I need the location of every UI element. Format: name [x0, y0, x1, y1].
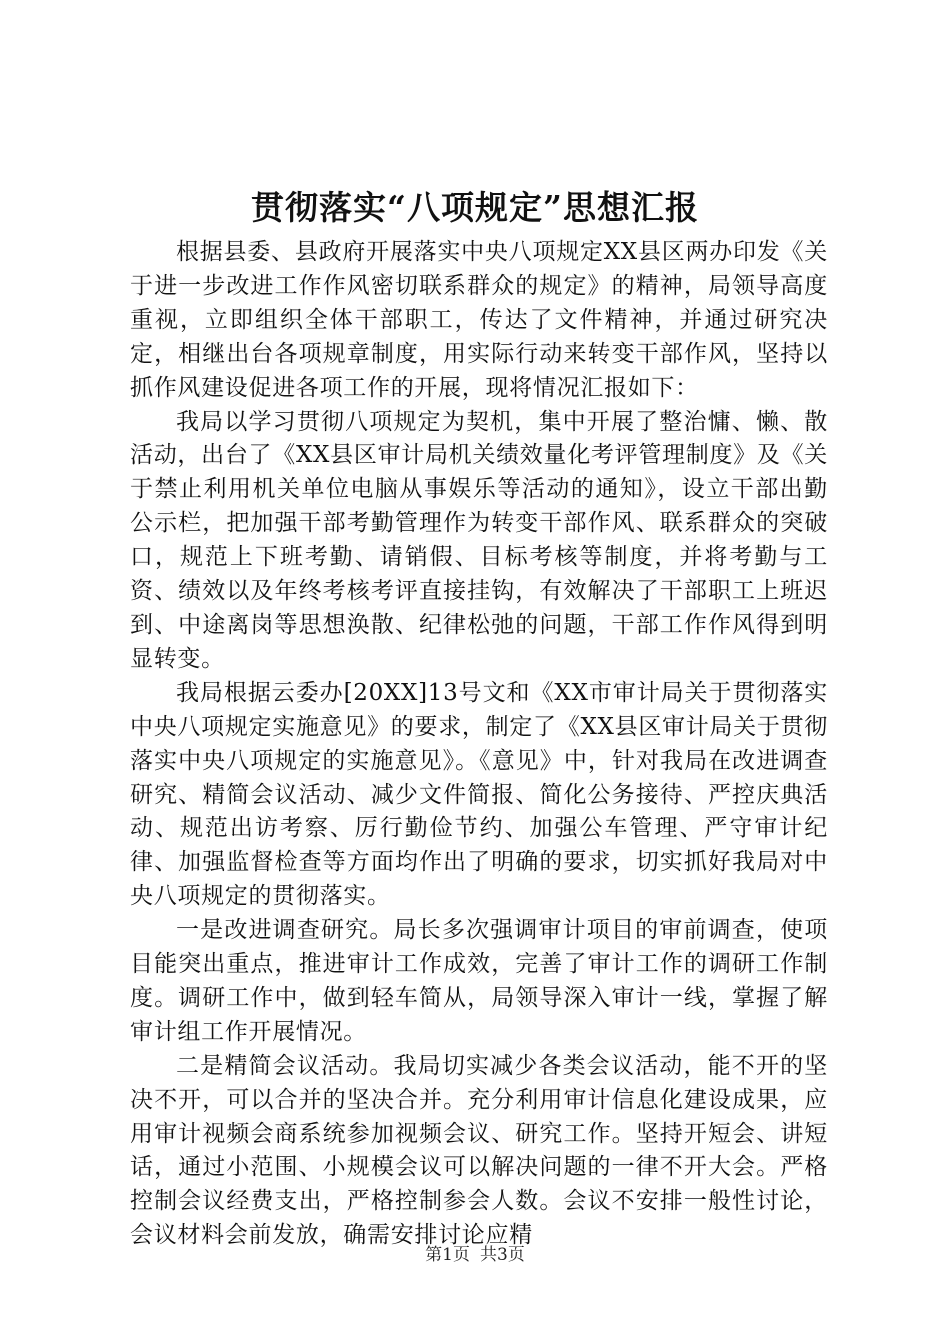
page-number: 第1页	[425, 1245, 470, 1265]
page-total: 共3页	[480, 1245, 525, 1265]
paragraph: 一是改进调查研究。局长多次强调审计项目的审前调查，使项目能突出重点，推进审计工作成效，完善了审计工作的调研工作制度。调研工作中，做到轻车简从，局领导深入审计一线，掌握了解审计组工作开展情况。	[130, 917, 828, 1045]
page-footer	[0, 1243, 950, 1267]
document-body	[130, 236, 828, 1253]
paragraph: 我局以学习贯彻八项规定为契机，集中开展了整治慵、懒、散活动，出台了《XX县区审计局机关绩效量化考评管理制度》及《关于禁止利用机关单位电脑从事娱乐等活动的通知》，设立干部出勤公示栏，把加强干部考勤管理作为转变干部作风、联系群众的突破口，规范上下班考勤、请销假、目标考核等制度，并将考勤与工资、绩效以及年终考核考评直接挂钩，有效解决了干部职工上班迟到、中途离岗等思想涣散、纪律松弛的问题，干部工作作风得到明显转变。	[130, 408, 828, 672]
paragraph: 我局根据云委办[20XX]13号文和《XX市审计局关于贯彻落实中央八项规定实施意见》的要求，制定了《XX县区审计局关于贯彻落实中央八项规定的实施意见》。《意见》中，针对我局在改进调查研究、精简会议活动、减少文件简报、简化公务接待、严控庆典活动、规范出访考察、厉行勤俭节约、加强公车管理、严守审计纪律、加强监督检查等方面均作出了明确的要求，切实抓好我局对中央八项规定的贯彻落实。	[130, 679, 828, 910]
paragraph: 根据县委、县政府开展落实中央八项规定XX县区两办印发《关于进一步改进工作作风密切联系群众的规定》的精神，局领导高度重视，立即组织全体干部职工，传达了文件精神，并通过研究决定，相继出台各项规章制度，用实际行动来转变干部作风，坚持以抓作风建设促进各项工作的开展，现将情况汇报如下：	[130, 239, 828, 401]
paragraph: 二是精简会议活动。我局切实减少各类会议活动，能不开的坚决不开，可以合并的坚决合并。充分利用审计信息化建设成果，应用审计视频会商系统参加视频会议、研究工作。坚持开短会、讲短话，通过小范围、小规模会议可以解决问题的一律不开大会。严格控制会议经费支出，严格控制参会人数。会议不安排一般性讨论，会议材料会前发放，确需安排讨论应精	[130, 1052, 828, 1249]
document-title: 贯彻落实“八项规定”思想汇报	[251, 188, 699, 227]
